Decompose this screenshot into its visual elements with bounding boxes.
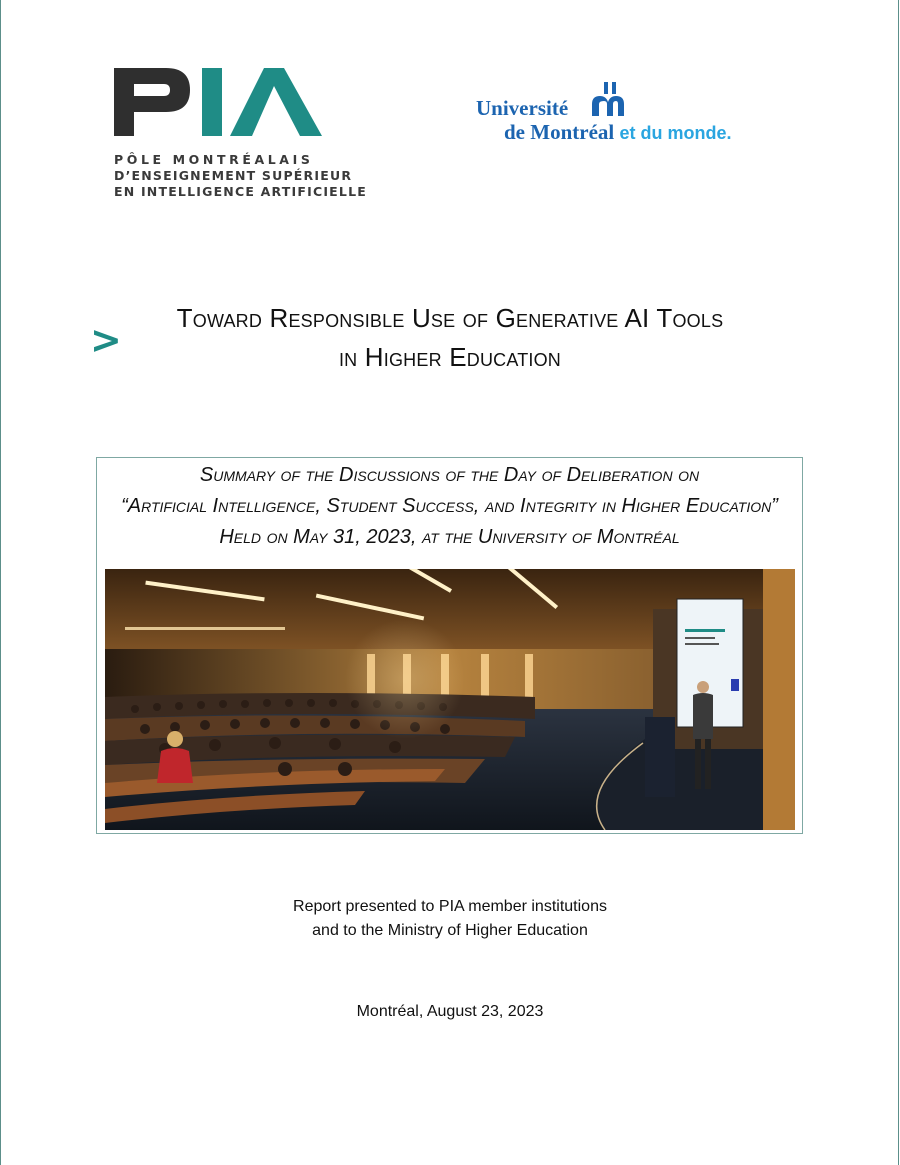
- document-title-line-2: in Higher Education: [338, 342, 562, 372]
- title-marker-icon: >: [90, 318, 122, 362]
- summary-box: [96, 457, 803, 834]
- lecture-hall-illustration: [105, 569, 795, 830]
- lecture-hall-photo: [105, 569, 795, 830]
- report-line-1: Report presented to PIA member institutions: [293, 898, 607, 915]
- udem-logo: [476, 80, 776, 150]
- udem-line-1: Université: [476, 96, 569, 120]
- pia-subtitle-line: PÔLE MONTRÉALAIS: [114, 152, 314, 167]
- udem-emblem-icon: [590, 82, 630, 118]
- page-border-right: [898, 0, 899, 1165]
- document-title-line-1: Toward Responsible Use of Generative AI Tools: [176, 303, 724, 333]
- pia-subtitle-line: D’ENSEIGNEMENT SUPÉRIEUR: [114, 168, 353, 183]
- pia-wordmark-graphic: [112, 64, 327, 144]
- udem-name: de Montréal: [504, 120, 615, 144]
- udem-tagline: et du monde.: [619, 123, 732, 143]
- summary-line-3: Held on May 31, 2023, at the University of Montréal: [219, 526, 680, 548]
- pia-subtitle-line: EN INTELLIGENCE ARTIFICIELLE: [114, 184, 367, 199]
- summary-line-1: Summary of the Discussions of the Day of Deliberation on: [199, 464, 700, 486]
- report-line-2: and to the Ministry of Higher Education: [312, 922, 588, 939]
- page-border-left: [0, 0, 1, 1165]
- summary-line-2: “Artificial Intelligence, Student Success, and Integrity in Higher Education”: [121, 495, 778, 517]
- report-date: Montréal, August 23, 2023: [356, 1003, 544, 1020]
- pia-logo: [112, 64, 367, 214]
- udem-line-2: [504, 120, 731, 145]
- pia-subtitle: [114, 152, 367, 200]
